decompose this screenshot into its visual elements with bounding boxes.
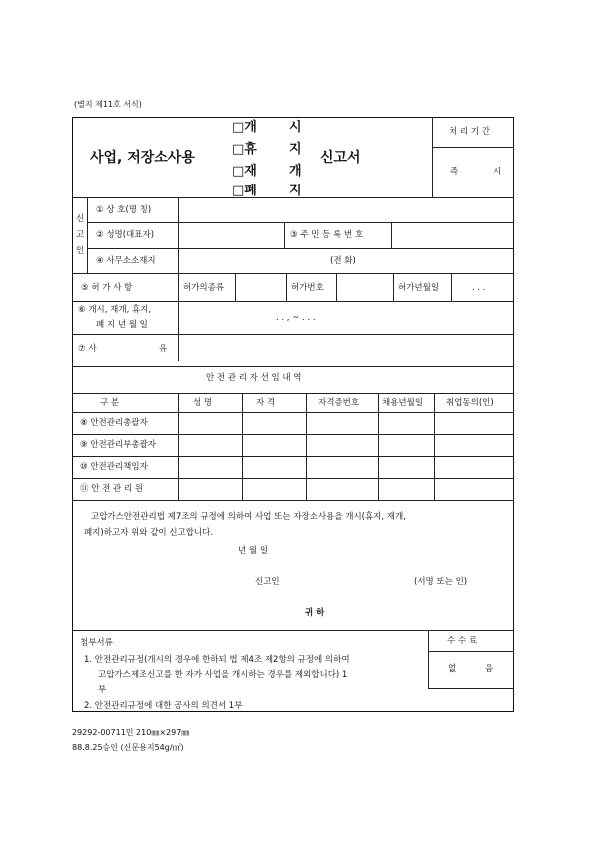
safety-row-deputy-manager: ⑨ 안전관리부총괄자 — [80, 440, 157, 450]
applicant-side-3: 인 — [76, 246, 85, 256]
line-period-top — [72, 301, 514, 302]
safety-row-responsible: ⑩ 안전관리책임자 — [80, 462, 148, 472]
declaration-reporter: 신고인 — [255, 577, 280, 587]
processing-label: 처 리 기 간 — [449, 127, 490, 137]
declaration-sign: (서명 또는 인) — [414, 577, 468, 587]
permit-div-5 — [451, 273, 452, 301]
safety-header-qualification: 자 격 — [256, 398, 276, 408]
fee-value-1: 없 — [448, 664, 457, 674]
permit-type-label: 허가의종류 — [183, 283, 225, 293]
processing-value-1: 즉 — [450, 167, 459, 177]
safety-col-3 — [306, 393, 307, 500]
permit-label: ⑤ 허 가 사 항 — [81, 283, 133, 293]
safety-header-hire-date: 채용년월일 — [382, 398, 424, 408]
option-start-2: 시 — [289, 120, 302, 135]
permit-label-divider — [178, 273, 179, 361]
fee-bottom-line — [428, 688, 514, 689]
permit-div-4 — [393, 273, 394, 301]
resident-divider-2 — [391, 222, 392, 248]
safety-header-name: 성 명 — [193, 398, 213, 408]
option-close-2: 지 — [289, 184, 302, 196]
form-title-suffix: 신고서 — [320, 150, 361, 166]
declaration-date: 년 월 일 — [238, 546, 269, 556]
option-suspend[interactable]: □휴 — [232, 142, 257, 157]
name-label: ② 성명(대표자) — [96, 230, 155, 240]
phone-label: (전 화) — [330, 256, 356, 266]
fee-value-2: 음 — [485, 664, 494, 674]
processing-mid-line — [432, 147, 514, 148]
option-start[interactable]: □개 — [232, 120, 257, 135]
reason-label-2: 유 — [159, 344, 168, 354]
safety-row-general-manager: ⑧ 안전관리총괄자 — [80, 418, 148, 428]
form-label: (별지 제11호 서식) — [74, 100, 142, 109]
line-reason-top — [72, 334, 514, 335]
line-safety-row3 — [72, 478, 514, 479]
permit-div-2 — [286, 273, 287, 301]
safety-col-5 — [434, 393, 435, 500]
attachment-item-1a: 1. 안전관리규정(개시의 경우에 한하되 법 제4조 제2항의 규정에 의하여 — [84, 655, 350, 665]
option-close[interactable]: □폐 — [232, 184, 257, 196]
permit-div-3 — [336, 273, 337, 301]
attachment-item-2: 2. 안전관리규정에 대한 공사의 의견서 1부 — [84, 701, 243, 711]
permit-number-label: 허가번호 — [291, 283, 324, 293]
declaration-recipient: 귀 하 — [305, 608, 325, 618]
resident-divider-1 — [284, 222, 285, 248]
attachment-item-1b: 고압가스제조신고를 한 자가 사업을 개시하는 경우를 제외합니다) 1 — [98, 670, 348, 680]
safety-row-staff: ⑪ 안 전 관 리 원 — [80, 484, 144, 494]
option-resume[interactable]: □재 — [232, 164, 257, 179]
applicant-side-2: 고 — [76, 230, 85, 240]
permit-date-dots: . . . — [472, 283, 486, 293]
applicant-side-divider — [87, 197, 88, 273]
option-suspend-2: 지 — [289, 142, 302, 157]
safety-header-consent: 취업동의(인) — [446, 398, 494, 408]
fee-mid-line — [428, 651, 514, 652]
safety-col-1 — [178, 393, 179, 500]
line-row2 — [87, 248, 514, 249]
declaration-line-2: 폐지)하고자 위와 같이 신고합니다. — [84, 528, 214, 538]
permit-date-label: 허가년월일 — [398, 283, 440, 293]
line-safety-row2 — [72, 456, 514, 457]
reason-label-1: ⑦ 사 — [78, 344, 97, 354]
safety-col-2 — [242, 393, 243, 500]
attachment-item-1c: 부 — [98, 685, 107, 695]
permit-div-1 — [235, 273, 236, 301]
safety-col-4 — [378, 393, 379, 500]
applicant-label-divider — [178, 197, 179, 273]
footer-line-1: 29292-00711민 210㎜×297㎜ — [72, 728, 190, 737]
safety-header-category: 구 분 — [100, 398, 120, 408]
line-safety-header-bottom — [72, 412, 514, 413]
line-declaration-top — [72, 500, 514, 501]
line-safety-header-top — [72, 393, 514, 394]
processing-value-2: 시 — [493, 167, 502, 177]
line-row1 — [87, 222, 514, 223]
safety-header-cert-no: 자격증번호 — [318, 398, 360, 408]
processing-divider — [432, 117, 433, 197]
declaration-line-1: 고압가스안전관리법 제7조의 규정에 의하여 사업 또는 자장소사용을 개시(휴지, 재개, — [91, 512, 406, 522]
attachments-title: 첨부서류 — [80, 638, 113, 648]
fee-label: 수 수 료 — [447, 636, 478, 646]
line-safety-top — [72, 366, 514, 367]
applicant-side-1: 신 — [76, 214, 85, 224]
fee-divider — [428, 630, 429, 688]
line-safety-row1 — [72, 434, 514, 435]
trade-name-label: ① 상 호(명 칭) — [96, 205, 152, 215]
office-label: ④ 사무소소재지 — [96, 256, 156, 266]
period-value: . . , ~ . . . — [276, 313, 316, 323]
period-label-2: 폐 지 년 월 일 — [96, 320, 148, 330]
line-attachments-top — [72, 630, 514, 631]
option-resume-2: 개 — [289, 164, 302, 179]
title-bottom-line — [72, 197, 514, 198]
form-title: 사업, 저장소사용 — [90, 150, 195, 166]
footer-line-2: 88.8.25승인 (신문용지54g/㎡) — [72, 743, 184, 752]
line-permit-top — [72, 273, 514, 274]
period-label-1: ⑥ 개시, 재개, 휴지, — [78, 305, 152, 315]
safety-section-title: 안 전 관 리 자 선 임 내 역 — [206, 373, 302, 383]
resident-no-label: ③ 주 민 등 록 번 호 — [290, 230, 364, 240]
